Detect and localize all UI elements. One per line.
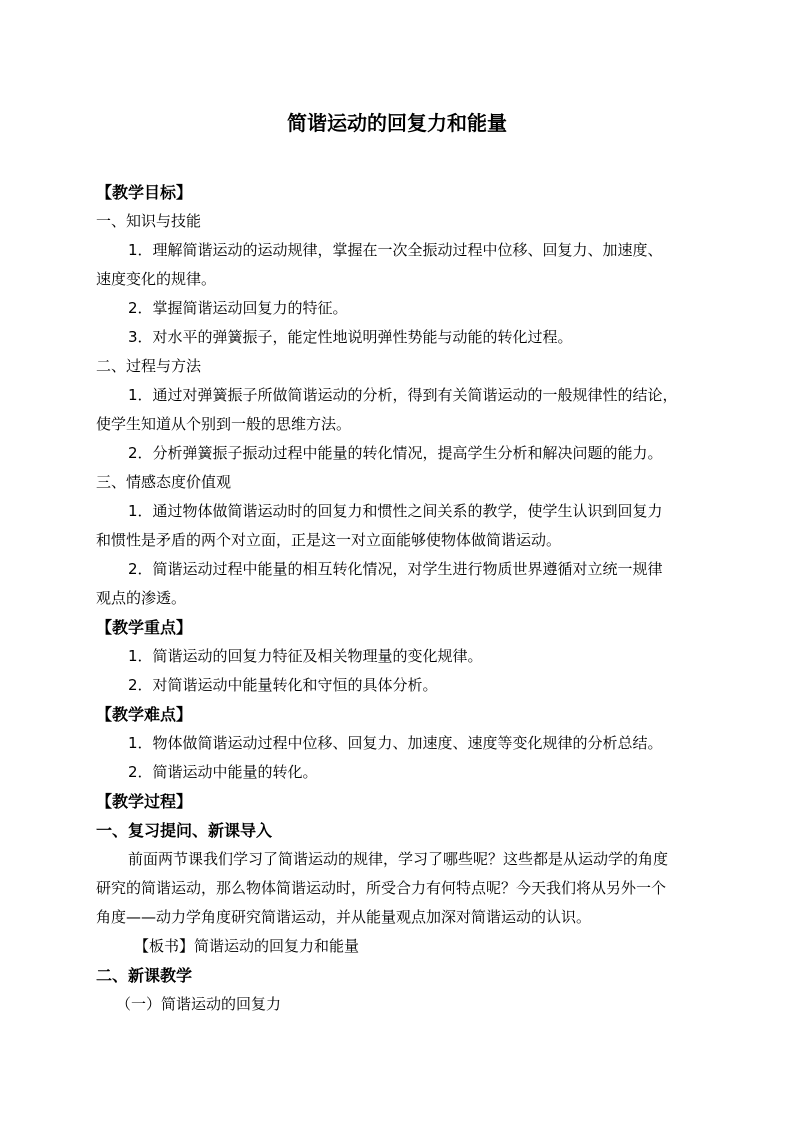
goals-heading: 【教学目标】 — [96, 183, 193, 202]
process-item-1: 1．通过对弹簧振子所做简谐运动的分析，得到有关简谐运动的一般规律性的结论， — [128, 386, 678, 404]
knowledge-heading: 一、知识与技能 — [96, 212, 202, 230]
process-item-1-cont: 使学生知道从个别到一般的思维方法。 — [96, 415, 352, 433]
new-lesson-heading: 二、新课教学 — [96, 966, 193, 985]
emotion-item-2-cont: 观点的渗透。 — [96, 589, 187, 607]
page-title: 简谐运动的回复力和能量 — [287, 111, 507, 135]
review-heading: 一、复习提问、新课导入 — [96, 821, 273, 840]
key-points-heading: 【教学重点】 — [96, 618, 193, 637]
emotion-item-1-cont: 和惯性是矛盾的两个对立面，正是这一对立面能够使物体做简谐运动。 — [96, 531, 562, 549]
difficulty-heading: 【教学难点】 — [96, 705, 193, 724]
difficulty-1: 1．物体做简谐运动过程中位移、回复力、加速度、速度等变化规律的分析总结。 — [128, 734, 663, 752]
review-paragraph-line-3: 角度——动力学角度研究简谐运动，并从能量观点加深对简谐运动的认识。 — [96, 908, 592, 926]
key-point-1: 1．简谐运动的回复力特征及相关物理量的变化规律。 — [128, 647, 483, 665]
review-paragraph-line-2: 研究的简谐运动，那么物体简谐运动时，所受合力有何特点呢？今天我们将从另外一个 — [96, 879, 667, 897]
subsection-heading: （一）简谐运动的回复力 — [116, 995, 282, 1013]
emotion-item-2: 2．简谐运动过程中能量的相互转化情况，对学生进行物质世界遵循对立统一规律 — [128, 560, 663, 578]
knowledge-item-1-cont: 速度变化的规律。 — [96, 270, 217, 288]
knowledge-item-3: 3．对水平的弹簧振子，能定性地说明弹性势能与动能的转化过程。 — [128, 328, 573, 346]
process-item-2: 2．分析弹簧振子振动过程中能量的转化情况，提高学生分析和解决问题的能力。 — [128, 444, 663, 462]
knowledge-item-1: 1．理解简谐运动的运动规律，掌握在一次全振动过程中位移、回复力、加速度、 — [128, 241, 663, 259]
emotion-heading: 三、情感态度价值观 — [96, 473, 232, 491]
difficulty-2: 2．简谐运动中能量的转化。 — [128, 763, 318, 781]
procedure-heading: 【教学过程】 — [96, 792, 193, 811]
document-body — [96, 178, 708, 1019]
knowledge-item-2: 2．掌握简谐运动回复力的特征。 — [128, 299, 348, 317]
board-note: 【板书】简谐运动的回复力和能量 — [134, 937, 360, 955]
review-paragraph-line-1: 前面两节课我们学习了简谐运动的规律，学习了哪些呢？这些都是从运动学的角度 — [128, 850, 669, 868]
key-point-2: 2．对简谐运动中能量转化和守恒的具体分析。 — [128, 676, 438, 694]
process-heading: 二、过程与方法 — [96, 357, 202, 375]
emotion-item-1: 1．通过物体做简谐运动时的回复力和惯性之间关系的教学，使学生认识到回复力 — [128, 502, 663, 520]
